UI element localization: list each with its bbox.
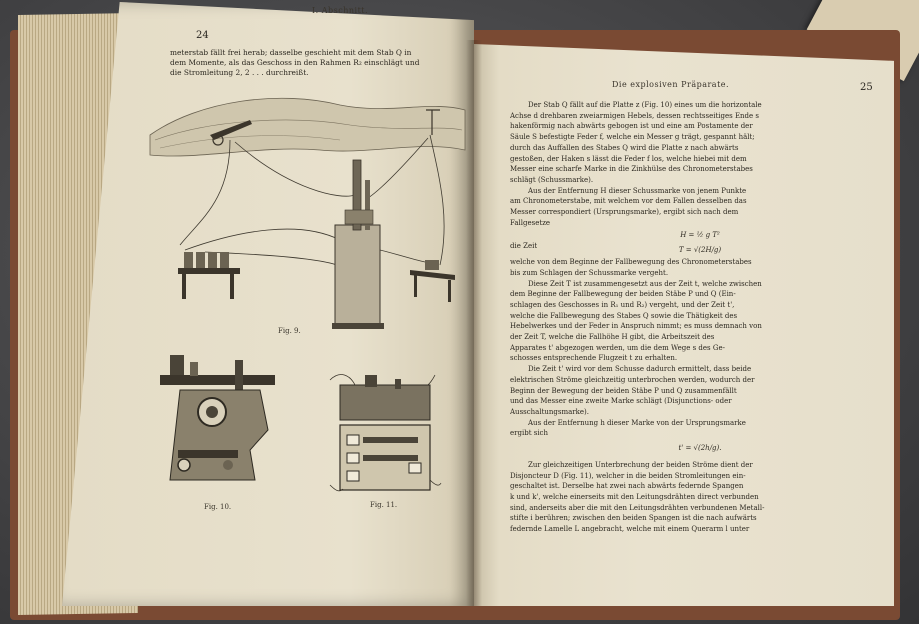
right-line: Disjoncteur D (Fig. 11), welcher in die beiden Stromleitungen ein-: [510, 471, 746, 480]
right-line: dem Beginne der Fallbewegung der beiden Stäbe P und Q (Ein-: [510, 290, 736, 299]
right-line: k und k', welche einerseits mit den Leitungsdrähten direct verbunden: [510, 492, 759, 501]
right-line: welche die Fallbewegung des Stabes Q sowie die Thätigkeit des: [510, 311, 738, 320]
right-line: bis zum Schlagen der Schussmarke vergeht.: [510, 268, 669, 277]
right-line: geschaltet ist. Derselbe hat zwei nach abwärts federnde Spangen: [510, 482, 744, 491]
formula-1-label: die Zeit: [510, 242, 538, 251]
left-page-text: [170, 48, 460, 78]
fig10-caption: Fig. 10.: [204, 503, 232, 511]
right-line: Säule S befestigte Feder f, welche ein Messer g trägt, gespannt hält;: [510, 133, 755, 142]
right-line: hakenförmig nach abwärts gebogen ist und eine am Postamente der: [510, 122, 753, 131]
right-line: Beginn der Bewegung der beiden Stäbe P und Q zusammenfällt: [510, 386, 737, 395]
right-line: Ausschaltungsmarke).: [510, 407, 589, 416]
right-line: federnde Lamelle L angebracht, welche mit einem Querarm l unter: [510, 525, 750, 534]
right-line: durch das Auffallen des Stabes Q wird die Platte z nach abwärts: [510, 143, 739, 152]
formula-3: t' = √(2h/g).: [678, 444, 722, 453]
right-running-head: Die explosiven Präparate.: [612, 80, 730, 89]
book-gutter: [466, 40, 482, 606]
figure-9-illustration: [140, 80, 470, 345]
right-line: Aus der Entfernung H dieser Schussmarke von jenem Punkte: [528, 186, 747, 195]
right-line: sind, anderseits aber die mit den Leitungsdrähten verbundenen Metall-: [510, 503, 765, 512]
left-running-head: I. Abschnitt.: [312, 6, 369, 15]
right-line: schosses entsprechende Flugzeit t zu erhalten.: [510, 354, 678, 363]
right-line: Achse d drehbaren zweiarmigen Hebels, dessen rechtsseitiges Ende s: [510, 111, 760, 120]
right-line: Aus der Entfernung h dieser Marke von der Ursprungsmarke: [528, 418, 746, 427]
right-line: der Zeit T, welche die Fallhöhe H gibt, die Arbeitszeit des: [510, 333, 715, 342]
right-line: Der Stab Q fällt auf die Platte z (Fig. 10) eines um die horizontale: [528, 101, 762, 109]
right-line: gestoßen, der Haken s lässt die Feder f los, welche hiebei mit dem: [510, 154, 747, 163]
right-line: Messer eine scharfe Marke in die Zinkhülse des Chronometerstabes: [510, 165, 753, 174]
right-line: welche von dem Beginne der Fallbewegung des Chronometerstabes: [510, 258, 752, 267]
right-line: Diese Zeit T ist zusammengesetzt aus der Zeit t, welche zwischen: [528, 279, 762, 288]
right-line: stifte i berühren; zwischen den beiden Spangen ist die nach aufwärts: [510, 514, 757, 523]
right-line: Die Zeit t' wird vor dem Schusse dadurch ermittelt, dass beide: [528, 365, 752, 374]
left-line: meterstab fällt frei herab; dasselbe geschieht mit dem Stab Q in: [170, 48, 412, 57]
formula-2: T = √(2H/g): [678, 246, 722, 255]
left-page-number: 24: [196, 30, 209, 41]
fig9-caption: Fig. 9.: [278, 327, 301, 335]
right-line: und das Messer eine zweite Marke schlägt (Disjunctions- oder: [510, 397, 732, 406]
figure-10-illustration: [150, 350, 280, 490]
right-line: elektrischen Ströme gleichzeitig unterbrochen werden, wodurch der: [510, 375, 755, 384]
right-line: am Chronometerstabe, mit welchem vor dem Fallen desselben das: [510, 197, 747, 206]
fig11-caption: Fig. 11.: [370, 501, 398, 509]
right-line: Hebelwerkes und der Feder in Anspruch nimmt; es muss demnach von: [510, 322, 762, 331]
figure-11-illustration: [325, 365, 445, 500]
right-line: Apparates t' abgezogen werden, um die dem Wege s des Ge-: [510, 343, 725, 352]
formula-1: H = ½ g T²: [680, 231, 720, 240]
right-page-number: 25: [860, 82, 873, 93]
right-line: Fallgesetze: [510, 218, 551, 227]
left-line: dem Momente, als das Geschoss in den Rahmen R₂ einschlägt und: [170, 58, 420, 67]
right-page-text: [510, 100, 890, 535]
right-line: schlägt (Schussmarke).: [510, 175, 594, 184]
right-line: Messer correspondiert (Ursprungsmarke), ergibt sich nach dem: [510, 208, 739, 217]
right-line: schlagen des Geschosses in R₁ und R₂) vergeht, und der Zeit t',: [510, 300, 735, 309]
left-line: die Stromleitung 2, 2 . . . durchreißt.: [170, 68, 309, 77]
right-line: Zur gleichzeitigen Unterbrechung der beiden Ströme dient der: [528, 460, 753, 469]
right-line: ergibt sich: [510, 429, 548, 438]
